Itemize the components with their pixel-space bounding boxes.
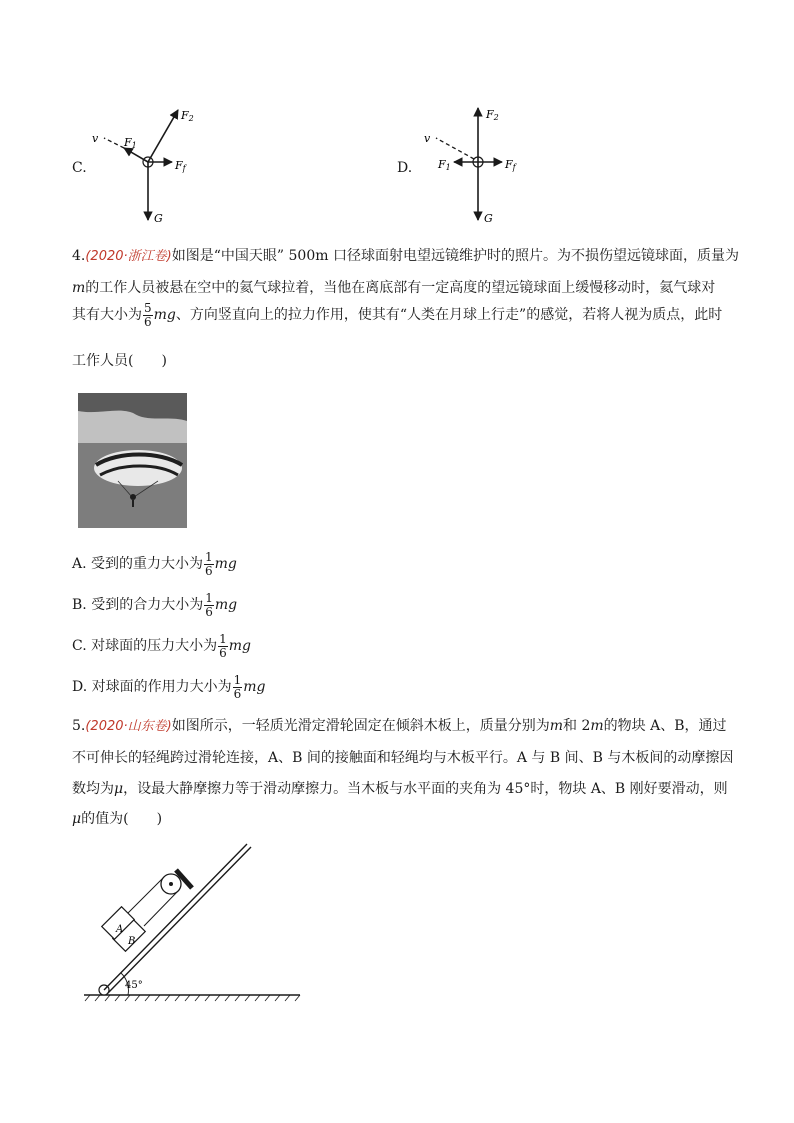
angle-label: 45° [125, 980, 143, 991]
q4-option-a[interactable]: A. 受到的重力大小为 $\frac{1}{6}$ mg [72, 550, 237, 578]
q4-source: (2020·浙江卷) [85, 249, 172, 264]
q5-line-3: 数均为μ，设最大静摩擦力等于滑动摩擦力。当木板与水平面的夹角为 45°时，物块 A、B 刚好要滑动，则 [72, 781, 728, 797]
v-dashed-d [436, 138, 474, 159]
f1-arrow-c [124, 148, 148, 162]
f2-label-c: F2 [181, 109, 194, 123]
ff-label-d: Ff [505, 158, 516, 172]
g-label-d: G [484, 212, 493, 225]
option-c-label: C. [72, 160, 87, 176]
ground-hatching [85, 995, 300, 1001]
fast-telescope-photo [78, 393, 187, 528]
q5-number: 5. [72, 718, 86, 734]
q5-line-2: 不可伸长的轻绳跨过滑轮连接，A、B 间的接触面和轻绳均与木板平行。A 与 B 间、B 与木板间的动摩擦因 [72, 750, 734, 766]
v-label-d: v [424, 132, 431, 145]
f1-label-c: F1 [124, 136, 137, 150]
f2-arrow-c [148, 110, 178, 162]
q4-option-b[interactable]: B. 受到的合力大小为 $\frac{1}{6}$ mg [72, 591, 238, 619]
rope-to-a [128, 877, 164, 913]
q5-line-4: μ的值为( ) [72, 811, 163, 827]
q5-line-1: 5.(2020·山东卷)如图所示，一轻质光滑定滑轮固定在倾斜木板上，质量分别为m和 2m的物块 A、B，通过 [72, 718, 727, 734]
g-label-c: G [154, 212, 163, 225]
q4-option-d[interactable]: D. 对球面的作用力大小为 $\frac{1}{6}$ mg [72, 673, 266, 701]
f2-label-d: F2 [486, 108, 499, 122]
f1-label-d: F1 [438, 158, 451, 172]
v-label-c: v [92, 132, 99, 145]
q4-line-4: 工作人员( ) [72, 353, 167, 369]
q4-text-1: 如图是“中国天眼” 500m 口径球面射电望远镜维护时的照片。为不损伤望远镜球面，质量为 [171, 248, 739, 264]
option-d-label: D. [397, 160, 413, 176]
q4-number: 4. [72, 248, 86, 264]
rope-to-b [144, 891, 178, 926]
ff-label-c: Ff [175, 159, 186, 173]
q5-source: (2020·山东卷) [85, 719, 172, 734]
q4-fraction: $\frac{5}{6}$ [144, 301, 152, 329]
v-dashed-c [104, 138, 124, 148]
block-a-label: A [116, 924, 124, 935]
q4-line-1 [72, 249, 739, 263]
q4-option-c[interactable]: C. 对球面的压力大小为 $\frac{1}{6}$ mg [72, 632, 252, 660]
pulley-axle [169, 882, 173, 886]
block-b-label: B [128, 936, 136, 947]
q4-line-2: m的工作人员被悬在空中的氦气球拉着，当他在离底部有一定高度的望远镜球面上缓慢移动时，氦气球对 [72, 280, 716, 296]
q4-line-3: 其有大小为 $\frac{5}{6}$ mg、方向竖直向上的拉力作用，使其有“人类在月球上行走”的感觉，若将人视为质点，此时 [72, 301, 723, 329]
incline-pulley-diagram [84, 840, 304, 1005]
force-diagram-c [88, 100, 208, 230]
force-diagram-d [418, 100, 538, 230]
